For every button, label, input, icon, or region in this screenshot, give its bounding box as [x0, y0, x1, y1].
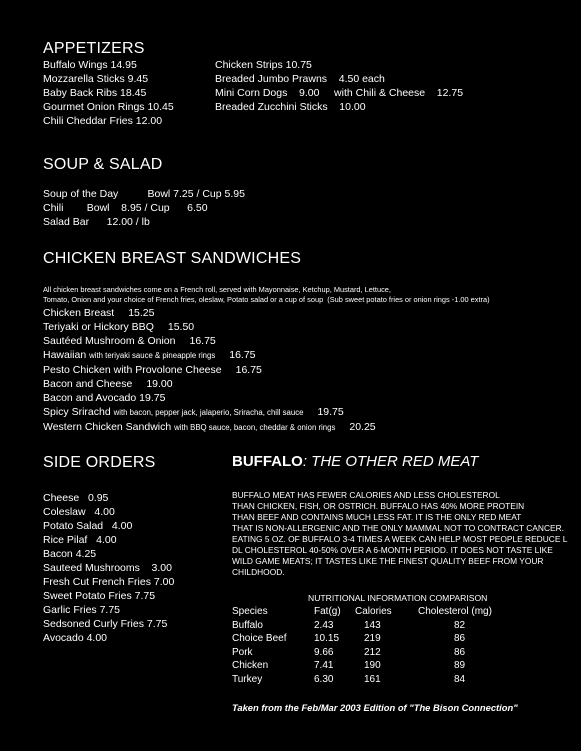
item-price: 16.75 [189, 335, 216, 347]
sandwich-item [43, 377, 376, 391]
buffalo-paragraph [232, 490, 577, 578]
soup-salad-list [43, 187, 245, 229]
menu-item: Baby Back Ribs 18.45 [43, 87, 147, 99]
sandwiches-list [43, 306, 376, 435]
item-price: 19.75 [317, 406, 344, 418]
table-cell: 86 [454, 633, 466, 645]
item-name: Sautéed Mushroom & Onion [43, 335, 176, 347]
column-header: Fat(g) [314, 606, 341, 618]
item-price: 19.00 [146, 378, 173, 390]
table-cell: 82 [454, 619, 466, 631]
item-desc: with bacon, pepper jack, jalaperio, Sriracha, chill sauce [113, 408, 304, 417]
item-price: 16.75 [235, 364, 262, 376]
sandwich-item [43, 420, 376, 435]
column-header: Species [232, 606, 268, 618]
table-cell: Buffalo [232, 619, 263, 631]
appetizers-right-list [215, 58, 463, 114]
table-row [232, 659, 492, 673]
sandwich-item [43, 320, 376, 334]
sandwich-item [43, 306, 376, 320]
menu-item: Chili Bowl 8.95 / Cup 6.50 [43, 202, 208, 214]
table-cell: Turkey [232, 673, 263, 685]
buffalo-title [232, 453, 478, 470]
sandwich-item [43, 334, 376, 348]
sandwich-item [43, 348, 376, 363]
note-line: Tomato, Onion and your choice of French fries, oleslaw, Potato salad or a cup of soup (Sub sweet potato fries or onion rings -1.00 extra) [43, 295, 490, 304]
column-header: Calories [355, 606, 392, 618]
menu-item: Coleslaw 4.00 [43, 506, 115, 518]
table-cell: 89 [454, 660, 466, 672]
menu-item: Chili Cheddar Fries 12.00 [43, 115, 163, 127]
table-cell: Chicken [232, 660, 269, 672]
menu-item: Breaded Zucchini Sticks 10.00 [215, 101, 366, 113]
table-cell: 212 [364, 646, 381, 658]
item-desc: with teriyaki sauce & pineapple rings [89, 351, 216, 360]
item-name: Hawaiian [43, 349, 87, 361]
table-cell: 9.66 [314, 646, 334, 658]
paragraph-line: CHILDHOOD. [232, 567, 285, 577]
column-header: Cholesterol (mg) [418, 606, 492, 618]
paragraph-line: THAN BEEF AND CONTAINS MUCH LESS FAT. IT IS THE ONLY RED MEAT [232, 512, 522, 522]
sandwiches-heading: CHICKEN BREAST SANDWICHES [43, 250, 302, 267]
paragraph-line: EATING 5 OZ. OF BUFFALO 3-4 TIMES A WEEK CAN HELP MOST PEOPLE REDUCE L [232, 534, 568, 544]
menu-item: Cheese 0.95 [43, 492, 109, 504]
item-name: Teriyaki or Hickory BBQ [43, 321, 154, 333]
table-cell: 86 [454, 646, 466, 658]
paragraph-line: THAT IS NON-ALLERGENIC AND THE ONLY MAMMAL NOT TO CONTRACT CANCER. [232, 523, 564, 533]
table-cell: 190 [364, 660, 381, 672]
paragraph-line: BUFFALO MEAT HAS FEWER CALORIES AND LESS CHOLESTEROL [232, 490, 500, 500]
menu-item: Sauteed Mushrooms 3.00 [43, 562, 172, 574]
sandwich-item [43, 363, 376, 377]
table-cell: Pork [232, 646, 253, 658]
table-cell: 219 [364, 633, 381, 645]
item-name: Chicken Breast [43, 307, 115, 319]
source-citation: Taken from the Feb/Mar 2003 Edition of "The Bison Connection" [232, 702, 518, 713]
side-orders-list [43, 491, 174, 645]
menu-item: Mini Corn Dogs 9.00 with Chili & Cheese 12.75 [215, 87, 464, 99]
item-price: 15.50 [167, 321, 195, 333]
item-name: Spicy Srirachd [43, 406, 111, 418]
appetizers-heading: APPETIZERS [43, 40, 145, 57]
table-row [232, 619, 492, 633]
item-price: 20.25 [349, 421, 376, 433]
menu-item: Soup of the Day Bowl 7.25 / Cup 5.95 [43, 188, 245, 200]
table-cell: 10.15 [314, 633, 340, 645]
table-row [232, 632, 492, 646]
item-price: 19.75 [139, 392, 166, 404]
paragraph-line: WILD GAME MEATS; IT TASTES LIKE THE FINEST QUALITY BEEF FROM YOUR [232, 556, 544, 566]
paragraph-line: DL CHOLESTEROL 40-50% OVER A 6-MONTH PERIOD. IT DOES NOT TASTE LIKE [232, 545, 553, 555]
item-name: Bacon and Cheese [43, 378, 133, 390]
nutrition-table-title: NUTRITIONAL INFORMATION COMPARISON [308, 593, 488, 603]
buffalo-title-rest: : THE OTHER RED MEAT [302, 453, 479, 470]
table-cell: 2.43 [314, 619, 334, 631]
table-cell: 6.30 [314, 673, 334, 685]
table-row [232, 673, 492, 687]
menu-item: Mozzarella Sticks 9.45 [43, 73, 149, 85]
table-cell: 84 [454, 673, 466, 685]
paragraph-line: THAN CHICKEN, FISH, OR OSTRICH. BUFFALO HAS 40% MORE PROTEIN [232, 501, 525, 511]
menu-item: Salad Bar 12.00 / lb [43, 216, 150, 228]
table-cell: 161 [364, 673, 381, 685]
menu-item: Potato Salad 4.00 [43, 520, 133, 532]
sandwich-item [43, 391, 376, 405]
table-cell: 7.41 [314, 660, 334, 672]
item-name: Pesto Chicken with Provolone Cheese [43, 364, 222, 376]
menu-item: Bacon 4.25 [43, 548, 97, 560]
item-price: 15.25 [128, 307, 155, 319]
table-cell: Choice Beef [232, 633, 287, 645]
soup-salad-heading: SOUP & SALAD [43, 156, 163, 173]
menu-item: Rice Pilaf 4.00 [43, 534, 117, 546]
menu-item: Fresh Cut French Fries 7.00 [43, 576, 175, 588]
menu-item: Avocado 4.00 [43, 632, 108, 644]
menu-item: Sweet Potato Fries 7.75 [43, 590, 156, 602]
nutrition-table [232, 605, 492, 686]
appetizers-left-list [43, 58, 174, 128]
item-price: 16.75 [229, 349, 256, 361]
side-orders-heading: SIDE ORDERS [43, 454, 156, 471]
item-desc: with BBQ sauce, bacon, cheddar & onion rings [174, 423, 336, 432]
sandwich-item [43, 405, 376, 420]
buffalo-title-bold: BUFFALO [232, 453, 303, 470]
menu-item: Buffalo Wings 14.95 [43, 59, 137, 71]
item-name: Bacon and Avocado [43, 392, 137, 404]
menu-item: Sedsoned Curly Fries 7.75 [43, 618, 168, 630]
note-line: All chicken breast sandwiches come on a French roll, served with Mayonnaise, Ketchup, Mustard, Lettuce, [43, 285, 391, 294]
menu-item: Gourmet Onion Rings 10.45 [43, 101, 174, 113]
table-row [232, 646, 492, 660]
table-cell: 143 [364, 619, 381, 631]
item-name: Western Chicken Sandwich [43, 421, 172, 433]
menu-item: Chicken Strips 10.75 [215, 59, 312, 71]
menu-item: Breaded Jumbo Prawns 4.50 each [215, 73, 385, 85]
sandwiches-note [43, 285, 573, 305]
table-header-row [232, 605, 492, 619]
menu-item: Garlic Fries 7.75 [43, 604, 121, 616]
